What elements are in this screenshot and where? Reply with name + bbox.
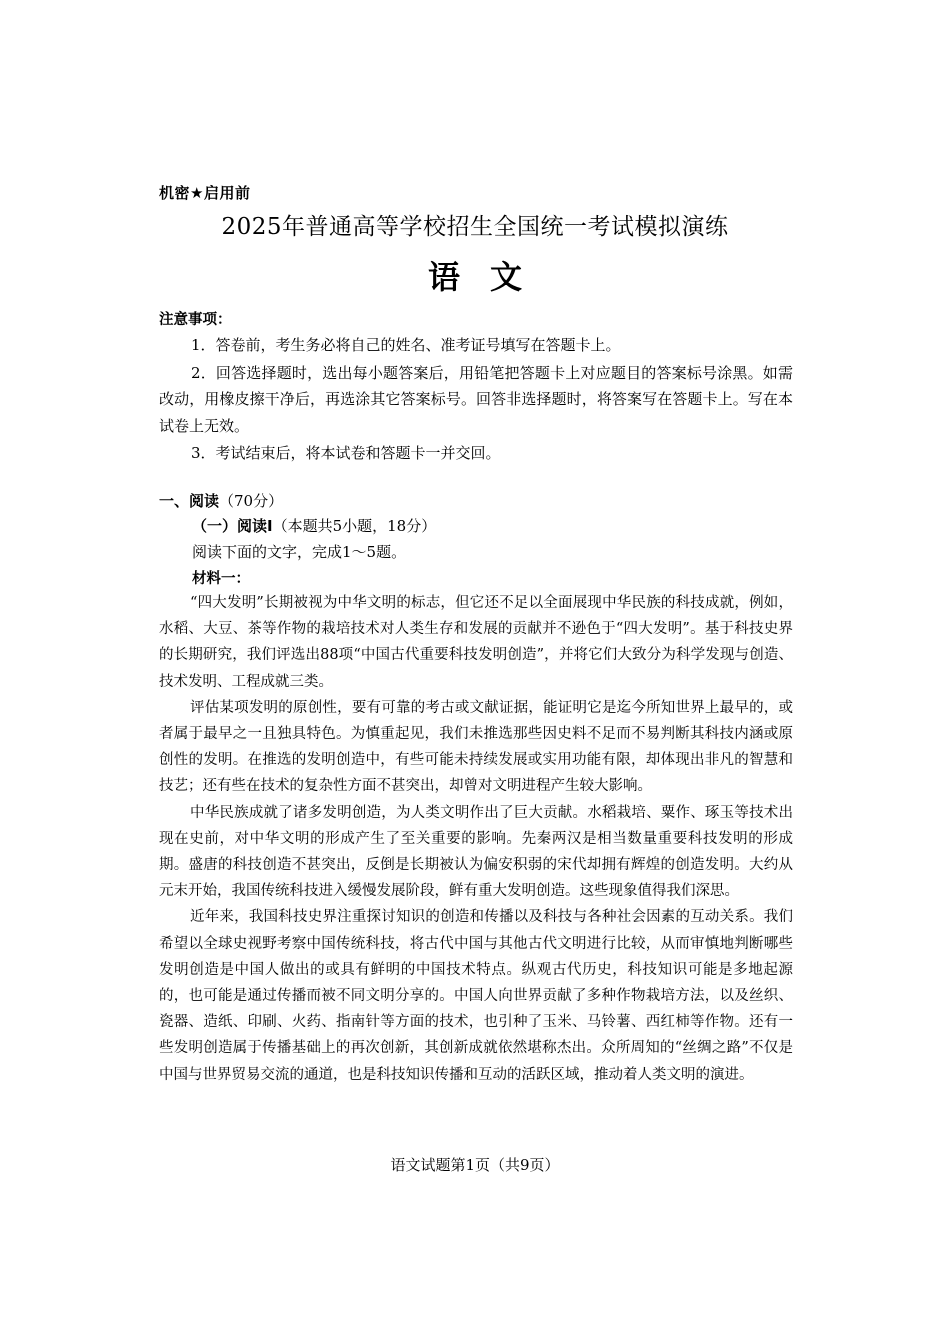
notice-heading: 注意事项： (159, 312, 232, 328)
subject-title: 语文 (427, 258, 552, 296)
confidential-label: 机密★启用前 (159, 184, 251, 202)
notice-item-1: 1．答卷前，考生务必将自己的姓名、准考证号填写在答题卡上。 (191, 336, 621, 354)
subsection-label: （一）阅读Ⅰ (192, 517, 273, 535)
material-label: 材料一： (192, 571, 250, 587)
material-body (159, 590, 793, 1088)
section-points: （70分） (219, 492, 284, 510)
section-label: 一、阅读 (159, 492, 220, 510)
section-heading (159, 490, 283, 511)
reading-instruction: 阅读下面的文字，完成1～5题。 (192, 543, 407, 561)
material-paragraph-1: “四大发明”长期被视为中华文明的标志，但它还不足以全面展现中华民族的科技成就，例如，水稻、大豆、茶等作物的栽培技术对人类生存和发展的贡献并不逊色于“四大发明”。基于科技史界的长期研究，我们评选出88项“中国古代重要科技发明创造”，并将它们大致分为科学发现与创造、技术发明、工程成就三类。 (159, 595, 793, 690)
material-paragraph-4: 近年来，我国科技史界注重探讨知识的创造和传播以及科技与各种社会因素的互动关系。我们希望以全球史视野考察中国传统科技，将古代中国与其他古代文明进行比较，从而审慎地判断哪些发明创造是中国人做出的或具有鲜明的中国技术特点。纵观古代历史，科技知识可能是多地起源的，也可能是通过传播而被不同文明分享的。中国人向世界贡献了多种作物栽培方法，以及丝织、瓷器、造纸、印刷、火药、指南针等方面的技术，也引种了玉米、马铃薯、西红柿等作物。还有一些发明创造属于传播基础上的再次创新，其创新成就依然堪称杰出。众所周知的“丝绸之路”不仅是中国与世界贸易交流的通道，也是科技知识传播和互动的活跃区域，推动着人类文明的演进。 (159, 909, 793, 1083)
material-paragraph-3: 中华民族成就了诸多发明创造，为人类文明作出了巨大贡献。水稻栽培、粟作、琢玉等技术出现在史前，对中华文明的形成产生了至关重要的影响。先秦两汉是相当数量重要科技发明的形成期。盛唐的科技创造不甚突出，反倒是长期被认为偏安积弱的宋代却拥有辉煌的创造发明。大约从元末开始，我国传统科技进入缓慢发展阶段，鲜有重大发明创造。这些现象值得我们深思。 (159, 804, 793, 900)
page-footer: 语文试题第1页（共9页） (390, 1156, 560, 1174)
notice-item-2: 2．回答选择题时，选出每小题答案后，用铅笔把答题卡上对应题目的答案标号涂黑。如需改动，用橡皮擦干净后，再选涂其它答案标号。回答非选择题时，将答案写在答题卡上。写在本试卷上无效。 (159, 363, 793, 435)
notice-item-3: 3．考试结束后，将本试卷和答题卡一并交回。 (191, 444, 501, 462)
subsection-detail: （本题共5小题，18分） (272, 517, 437, 535)
material-paragraph-2: 评估某项发明的原创性，要有可靠的考古或文献证据，能证明它是迄今所知世界上最早的，或者属于最早之一且独具特色。为慎重起见，我们未推选那些因史料不足而不易判断其科技内涵或原创性的发明。在推选的发明创造中，有些可能未持续发展或实用功能有限，却体现出非凡的智慧和技艺；还有些在技术的复杂性方面不甚突出，却曾对文明进程产生较大影响。 (159, 699, 793, 795)
exam-title: 2025年普通高等学校招生全国统一考试模拟演练 (221, 214, 729, 240)
subsection-heading (192, 515, 436, 536)
notice-list (159, 332, 793, 468)
